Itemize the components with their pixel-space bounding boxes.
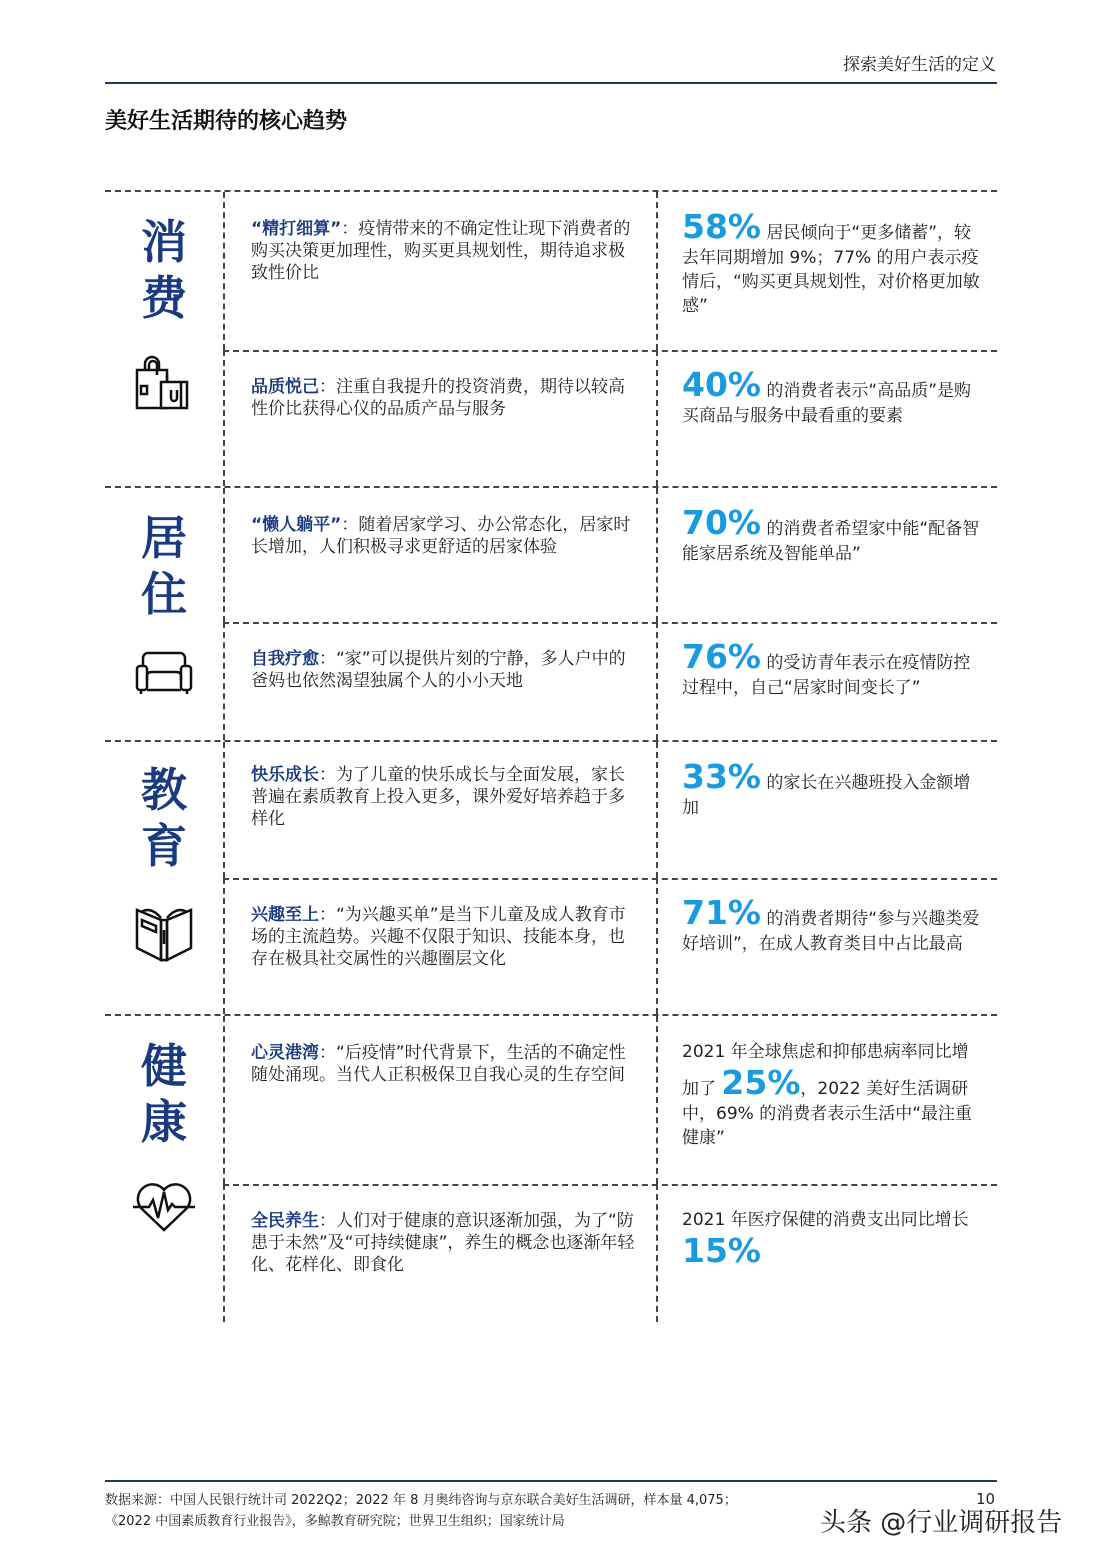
trend-keyword: “精打细算” <box>251 219 342 239</box>
trend-description <box>223 350 656 486</box>
trend-description <box>223 1184 656 1322</box>
trend-description <box>223 742 656 878</box>
trend-keyword: 品质悦己 <box>251 377 319 397</box>
trend-stat <box>656 1016 997 1184</box>
footer-rule <box>105 1480 997 1482</box>
stat-percent: 15% <box>682 1231 761 1270</box>
stat-percent: 70% <box>682 503 761 542</box>
stat-text: 的受访青年表示在疫情防控过程中，自己“居家时间变长了” <box>682 653 971 698</box>
section-education <box>105 740 997 1014</box>
stat-text: 的消费者表示“高品质”是购买商品与服务中最看重的要素 <box>682 381 972 426</box>
trend-description <box>223 192 656 350</box>
stat-prefix: 2021 年医疗保健的消费支出同比增长 <box>682 1210 969 1230</box>
trend-text: ：人们对于健康的意识逐渐加强，为了“防患于未然”及“可持续健康”，养生的概念也逐渐年轻化、花样化、即食化 <box>251 1211 635 1275</box>
section-health <box>105 1014 997 1322</box>
trend-description <box>223 622 656 740</box>
header-section-title: 探索美好生活的定义 <box>843 55 996 75</box>
watermark: 头条 @行业调研报告 <box>820 1508 1063 1538</box>
page-number: 10 <box>976 1490 996 1508</box>
trend-row <box>105 350 997 486</box>
category-label-char: 消费 <box>141 215 187 325</box>
trend-stat <box>656 192 997 350</box>
category-label-char: 居住 <box>141 511 187 621</box>
stat-text: ，2022 美好生活调研中，69% 的消费者表示生活中“最注重健康” <box>682 1079 972 1148</box>
stat-percent: 40% <box>682 365 761 404</box>
stat-prefix: 2021 年全球焦虑和抑郁患病率同比增加了 <box>682 1042 969 1099</box>
trend-stat <box>656 878 997 1014</box>
stat-percent: 76% <box>682 637 761 676</box>
footer-sources <box>105 1490 737 1532</box>
trend-text: ：随着居家学习、办公常态化，居家时长增加，人们积极寻求更舒适的居家体验 <box>251 515 631 557</box>
trend-row <box>105 488 997 622</box>
category-label-char: 教育 <box>141 763 187 873</box>
trend-stat <box>656 350 997 486</box>
stat-percent: 71% <box>682 893 761 932</box>
trend-stat <box>656 742 997 878</box>
trend-keyword: 心灵港湾 <box>251 1043 319 1063</box>
stat-percent: 25% <box>721 1063 801 1102</box>
trend-stat <box>656 622 997 740</box>
trend-keyword: 兴趣至上 <box>251 905 319 925</box>
stat-text: 的消费者期待“参与兴趣类爱好培训”，在成人教育类目中占比最高 <box>682 909 980 954</box>
source-line-2: 《2022 中国素质教育行业报告》，多鲸教育研究院；世界卫生组织；国家统计局 <box>105 1514 565 1529</box>
source-line-1: 数据来源：中国人民银行统计司 2022Q2；2022 年 8 月奥纬咨询与京东联合美好生活调研，样本量 4,075； <box>105 1493 737 1508</box>
trend-keyword: 全民养生 <box>251 1211 319 1231</box>
trend-row <box>105 1016 997 1184</box>
trend-text: ：为了儿童的快乐成长与全面发展，家长普遍在素质教育上投入更多，课外爱好培养趋于多样化 <box>251 765 625 829</box>
trend-row <box>105 742 997 878</box>
stat-text: 的消费者希望家中能“配备智能家居系统及智能单品” <box>682 519 980 564</box>
trend-description <box>223 878 656 1014</box>
trend-row <box>105 622 997 740</box>
category-label-char: 健康 <box>141 1039 187 1149</box>
trend-text: ：疫情带来的不确定性让现下消费者的购买决策更加理性，购买更具规划性，期待追求极致性价比 <box>251 219 631 283</box>
trend-stat <box>656 1184 997 1322</box>
trends-grid <box>105 190 997 1322</box>
trend-text: ：注重自我提升的投资消费，期待以较高性价比获得心仪的品质产品与服务 <box>251 377 625 419</box>
stat-percent: 33% <box>682 757 761 796</box>
trend-row <box>105 192 997 350</box>
stat-text: 的家长在兴趣班投入金额增加 <box>682 773 971 818</box>
section-housing <box>105 486 997 740</box>
trend-row <box>105 1184 997 1322</box>
trend-text: ：“为兴趣买单”是当下儿童及成人教育市场的主流趋势。兴趣不仅限于知识、技能本身，也存在极具社交属性的兴趣圈层文化 <box>251 905 626 969</box>
trend-description <box>223 488 656 622</box>
header-rule <box>105 82 997 84</box>
section-consumption <box>105 190 997 486</box>
stat-percent: 58% <box>682 207 761 246</box>
page-title: 美好生活期待的核心趋势 <box>105 109 348 134</box>
trend-text: ：“家”可以提供片刻的宁静，多人户中的爸妈也依然渴望独属个人的小小天地 <box>251 649 626 691</box>
trend-stat <box>656 488 997 622</box>
trend-keyword: “懒人躺平” <box>251 515 342 535</box>
trend-description <box>223 1016 656 1184</box>
trend-row <box>105 878 997 1014</box>
trend-keyword: 自我疗愈 <box>251 649 319 669</box>
stat-text: 居民倾向于“更多储蓄”，较去年同期增加 9%；77% 的用户表示疫情后，“购买更具规划性，对价格更加敏感” <box>682 223 980 316</box>
trend-keyword: 快乐成长 <box>251 765 319 785</box>
trend-text: ：“后疫情”时代背景下，生活的不确定性随处涌现。当代人正积极保卫自我心灵的生存空间 <box>251 1043 626 1085</box>
